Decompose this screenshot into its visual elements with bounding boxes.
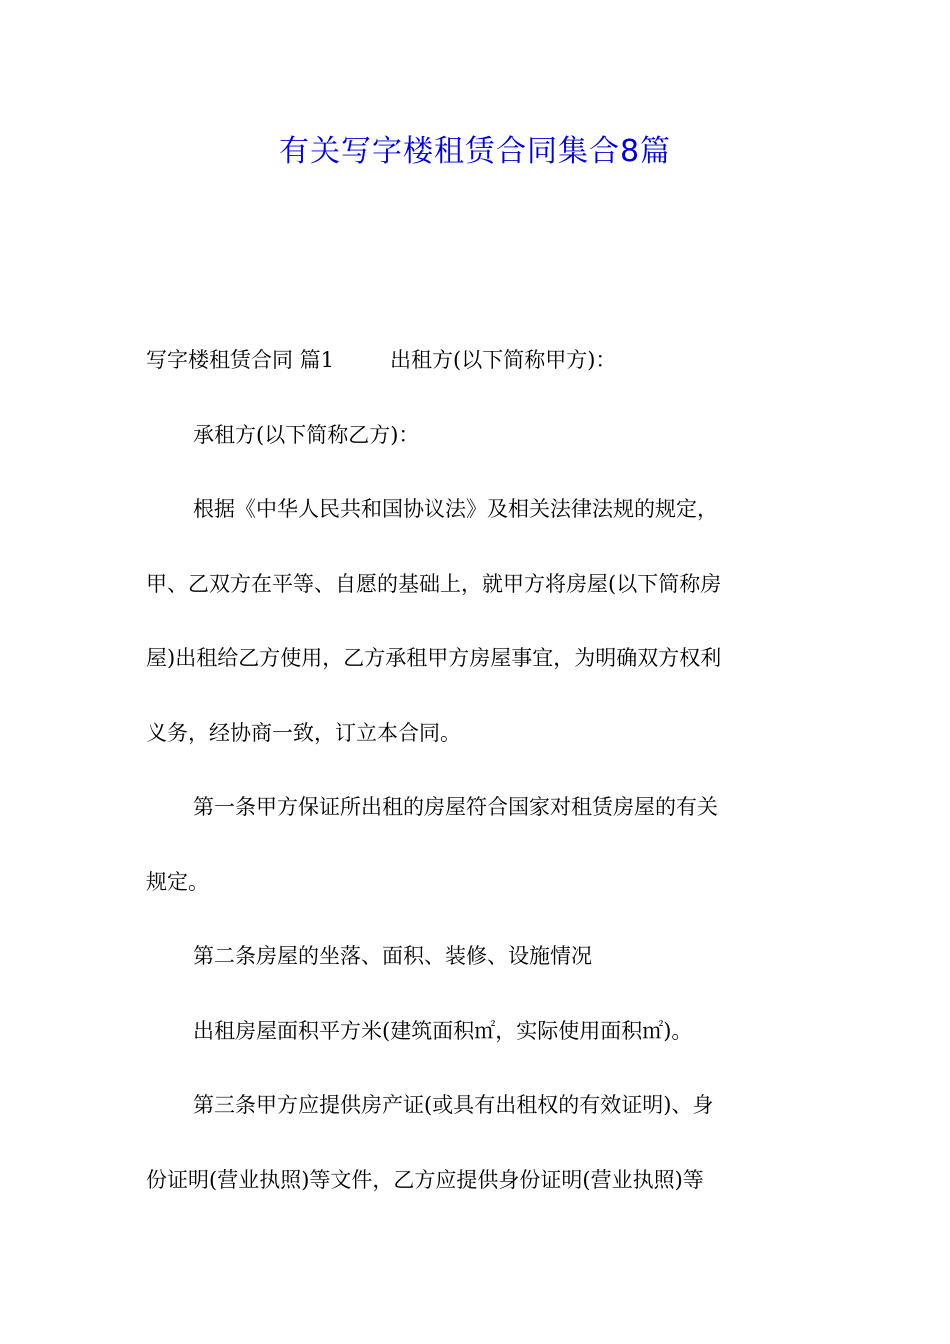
paragraph-line xyxy=(146,342,808,379)
paragraph-line: 第二条房屋的坐落、面积、装修、设施情况 xyxy=(193,944,592,968)
paragraph-line: 规定。 xyxy=(146,869,209,894)
section-heading: 写字楼租赁合同 篇1 xyxy=(146,348,335,372)
paragraph-line: 承租方(以下简称乙方)： xyxy=(193,422,420,447)
paragraph-line: 出租房屋面积平方米(建筑面积㎡，实际使用面积㎡)。 xyxy=(193,1018,693,1043)
paragraph-line: 甲、乙双方在平等、自愿的基础上，就甲方将房屋(以下简称房 xyxy=(146,571,722,596)
paragraph-line: 份证明(营业执照)等文件，乙方应提供身份证明(营业执照)等 xyxy=(146,1167,704,1192)
document-title: 有关写字楼租赁合同集合8篇 xyxy=(278,134,672,169)
paragraph-line: 义务，经协商一致，订立本合同。 xyxy=(146,720,461,745)
paragraph-line: 第三条甲方应提供房产证(或具有出租权的有效证明)、身 xyxy=(193,1093,714,1117)
paragraph-text: 出租方(以下简称甲方)： xyxy=(390,348,617,372)
paragraph-line: 根据《中华人民共和国协议法》及相关法律法规的规定， xyxy=(193,497,718,521)
paragraph-line: 第一条甲方保证所出租的房屋符合国家对租赁房屋的有关 xyxy=(193,795,718,819)
document-body xyxy=(146,342,808,1236)
paragraph-line: 屋)出租给乙方使用，乙方承租甲方房屋事宜，为明确双方权利 xyxy=(146,646,722,670)
